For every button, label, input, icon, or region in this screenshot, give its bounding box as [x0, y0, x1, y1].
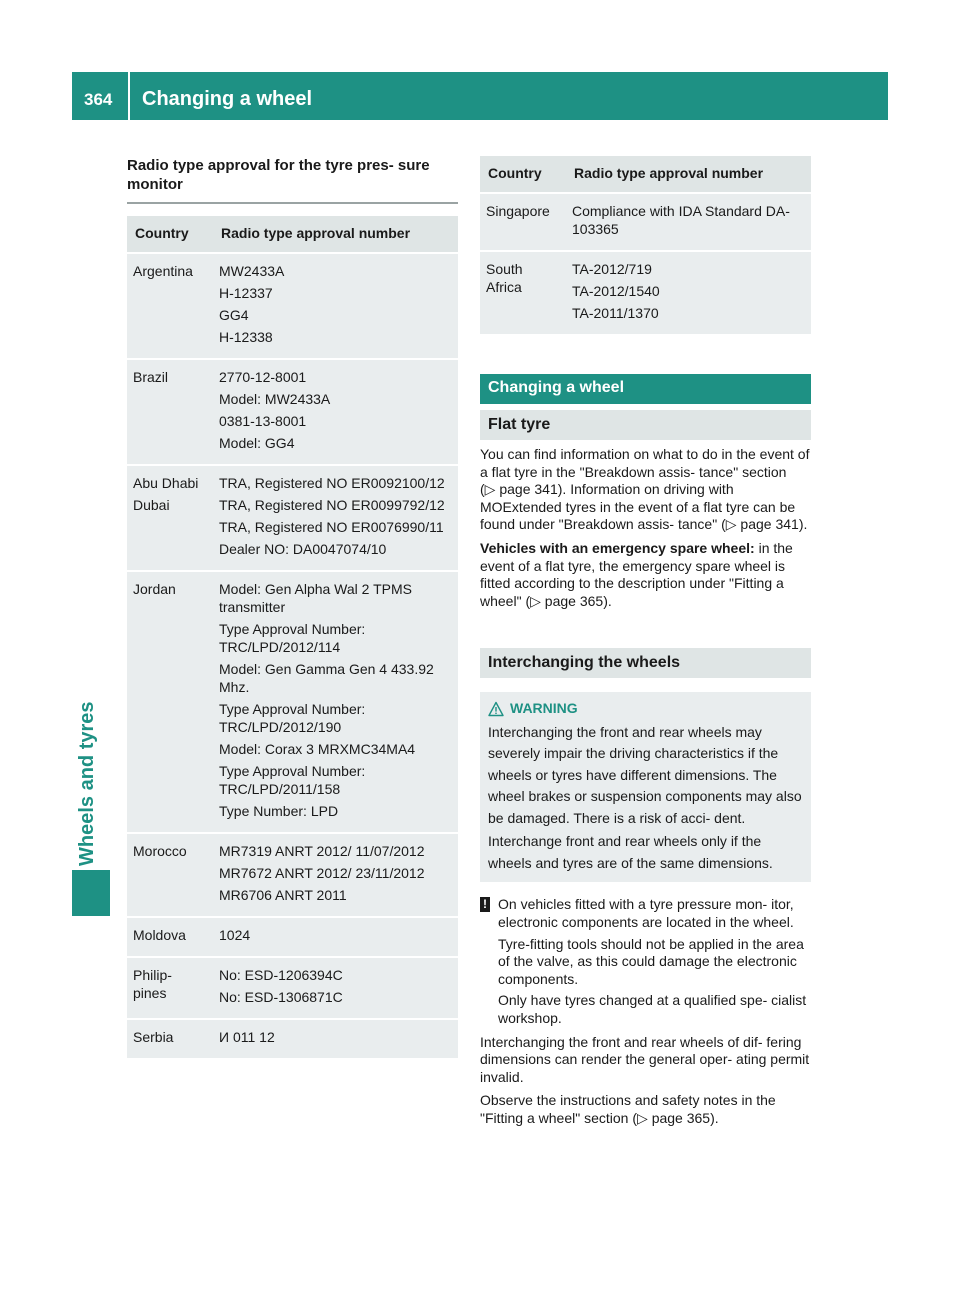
- page-ref-arrow-icon: ▷: [725, 516, 737, 533]
- dimensions-paragraph: Interchanging the front and rear wheels of dif- fering dimensions can render the general oper- ating permit invalid.: [480, 1033, 810, 1085]
- country-cell: [127, 917, 213, 957]
- page-ref-arrow-icon: ▷: [484, 481, 496, 498]
- column-header-approval-number: Radio type approval number: [566, 156, 811, 193]
- table-body: [127, 253, 458, 1059]
- column-header-approval-number: Radio type approval number: [213, 216, 458, 253]
- approval-number-cell: [213, 917, 458, 957]
- table-row: [127, 253, 458, 359]
- country-cell: [480, 193, 566, 251]
- country-cell: [127, 833, 213, 917]
- country-cell: [127, 571, 213, 833]
- note-body: [498, 896, 811, 1027]
- page-ref-text: page 365: [651, 1109, 711, 1126]
- approval-number: Type Approval Number: TRC/LPD/2012/114: [219, 621, 366, 655]
- approval-number: Type Approval Number: TRC/LPD/2011/158: [219, 763, 366, 797]
- subsection-heading-flat-tyre: Flat tyre: [480, 410, 811, 440]
- exclamation-icon: !: [480, 897, 490, 912]
- page-header: [72, 72, 888, 120]
- text: in the event of a flat tyre, the emergency spare wheel is fitted according to the description under "Fitting a wheel" (: [480, 539, 793, 609]
- country-name: Moldova: [133, 927, 186, 943]
- approval-number: Model: GG4: [219, 435, 295, 451]
- side-tab-marker: [72, 870, 110, 916]
- page-reference-link[interactable]: [637, 1110, 710, 1126]
- note-paragraph: Only have tyres changed at a qualified spe- cialist workshop.: [498, 992, 807, 1026]
- approval-number: H-12337: [219, 285, 273, 301]
- table-header-row: [127, 216, 458, 253]
- approval-number: Model: Gen Alpha Wal 2 TPMS transmitter: [219, 581, 412, 615]
- approval-number: H-12338: [219, 329, 273, 345]
- side-tab-label: Wheels and tyres: [76, 701, 98, 866]
- page-ref-text: page 341: [499, 481, 558, 498]
- country-name: Dubai: [133, 497, 170, 513]
- column-header-country: Country: [480, 156, 566, 193]
- warning-triangle-icon: [488, 701, 504, 717]
- page-number: 364: [84, 90, 113, 109]
- column-header-country: Country: [127, 216, 213, 253]
- approval-number-cell: [566, 193, 811, 251]
- warning-label: WARNING: [510, 700, 578, 717]
- table-row: [127, 957, 458, 1019]
- text: You can find information on what to do in the event of a flat tyre in the "Breakdown assis- tance" section (: [480, 446, 810, 498]
- approval-number: TRA, Registered NO ER0099792/12: [219, 497, 445, 513]
- table-row: [127, 465, 458, 571]
- approval-number-cell: [213, 571, 458, 833]
- table-row: [127, 833, 458, 917]
- approval-number: No: ESD-1306871C: [219, 989, 343, 1005]
- warning-text: Interchanging the front and rear wheels may severely impair the driving characteristics if the wheels or tyres have different dimensions. The wheel brakes or suspension components may also be damaged. There is a risk of acci- dent.: [488, 723, 802, 826]
- approval-number: Dealer NO: DA0047074/10: [219, 541, 387, 557]
- section-title-changing-wheel: Changing a wheel: [480, 374, 811, 404]
- table-row: [127, 359, 458, 465]
- text: ).: [603, 592, 612, 609]
- table-row: [127, 571, 458, 833]
- table-row: [127, 1019, 458, 1059]
- country-cell: [127, 253, 213, 359]
- flat-tyre-paragraph: [480, 446, 811, 534]
- approval-number: Type Number: LPD: [219, 803, 339, 819]
- approval-number-cell: [213, 253, 458, 359]
- text: ).: [798, 516, 808, 533]
- section-heading-radio-approval: Radio type approval for the tyre pres- sure monitor: [127, 156, 458, 204]
- approval-number-cell: [213, 833, 458, 917]
- approval-number: 1024: [219, 927, 251, 943]
- text: ). Information on driving with MOExtended tyres in the event of a flat tyre can be found under "Breakdown assis- tance" (: [480, 481, 796, 533]
- country-name: Singapore: [486, 203, 550, 219]
- subsection-heading-interchanging: Interchanging the wheels: [480, 648, 811, 678]
- page-reference-link[interactable]: [485, 481, 558, 497]
- approval-number: 0381-13-8001: [219, 413, 307, 429]
- approval-table-left: [127, 216, 458, 1060]
- approval-number: TRA, Registered NO ER0076990/11: [219, 519, 444, 535]
- country-name: Morocco: [133, 843, 187, 859]
- instructions-paragraph: [480, 1092, 811, 1127]
- warning-instruction: Interchange front and rear wheels only if the wheels and tyres are of the same dimensions.: [488, 833, 773, 871]
- approval-number: TA-2012/719: [572, 261, 652, 277]
- approval-number: Model: Gen Gamma Gen 4 433.92 Mhz.: [219, 661, 434, 695]
- note-paragraph: On vehicles fitted with a tyre pressure mon- itor, electronic components are located in the wheel.: [498, 896, 794, 930]
- approval-number-cell: [213, 359, 458, 465]
- approval-number: Type Approval Number: TRC/LPD/2012/190: [219, 701, 366, 735]
- table-row: [480, 193, 811, 251]
- country-cell: [127, 465, 213, 571]
- country-cell: [127, 359, 213, 465]
- approval-number: Compliance with IDA Standard DA- 103365: [572, 203, 790, 237]
- approval-number-cell: [213, 957, 458, 1019]
- table-row: [127, 917, 458, 957]
- page-reference-link[interactable]: [726, 516, 799, 532]
- country-name: Argentina: [133, 263, 193, 279]
- country-cell: [480, 251, 566, 335]
- approval-table-right: [480, 156, 811, 336]
- table-body: [480, 193, 811, 335]
- approval-number: TA-2011/1370: [572, 305, 659, 321]
- page-reference-link[interactable]: [530, 593, 603, 609]
- warning-box: [480, 692, 811, 882]
- approval-number: MR7672 ANRT 2012/ 23/11/2012: [219, 865, 425, 881]
- country-name: Serbia: [133, 1029, 174, 1045]
- text: Observe the instructions and safety notes in the "Fitting a wheel" section (: [480, 1092, 776, 1126]
- page-title: Changing a wheel: [142, 88, 313, 110]
- table-header-row: [480, 156, 811, 193]
- approval-number: GG4: [219, 307, 249, 323]
- left-column: [127, 156, 458, 1060]
- page-ref-text: page 365: [544, 592, 604, 609]
- spare-wheel-paragraph: [480, 540, 811, 610]
- approval-number: MR6706 ANRT 2011: [219, 887, 347, 903]
- country-name: Jordan: [133, 581, 176, 597]
- text: ).: [710, 1109, 719, 1126]
- approval-number: MR7319 ANRT 2012/ 11/07/2012: [219, 843, 425, 859]
- approval-number: И 011 12: [219, 1029, 275, 1045]
- approval-number: Model: Corax 3 MRXMC34MA4: [219, 741, 416, 757]
- bold-lead-in: Vehicles with an emergency spare wheel:: [480, 539, 755, 556]
- country-cell: [127, 957, 213, 1019]
- note-block: [480, 896, 811, 1027]
- country-name: Abu Dhabi: [133, 475, 199, 491]
- approval-number: TA-2012/1540: [572, 283, 660, 299]
- country-cell: [127, 1019, 213, 1059]
- country-name: Brazil: [133, 369, 169, 385]
- approval-number-cell: [213, 465, 458, 571]
- approval-number: No: ESD-1206394C: [219, 967, 343, 983]
- right-column: [480, 156, 811, 1127]
- approval-number: MW2433A: [219, 263, 285, 279]
- approval-number: 2770-12-8001: [219, 369, 307, 385]
- approval-number: Model: MW2433A: [219, 391, 331, 407]
- approval-number-cell: [566, 251, 811, 335]
- country-name: South Africa: [486, 261, 523, 295]
- country-name: Philip- pines: [133, 967, 172, 1001]
- note-paragraph: Tyre-fitting tools should not be applied in the area of the valve, as this could damage the electronic components.: [498, 935, 804, 987]
- page-ref-arrow-icon: ▷: [637, 1109, 648, 1126]
- approval-number-cell: [213, 1019, 458, 1059]
- page-ref-text: page 341: [740, 516, 799, 533]
- table-row: [480, 251, 811, 335]
- page-ref-arrow-icon: ▷: [530, 592, 541, 609]
- approval-number: TRA, Registered NO ER0092100/12: [219, 475, 445, 491]
- warning-title: [488, 698, 803, 720]
